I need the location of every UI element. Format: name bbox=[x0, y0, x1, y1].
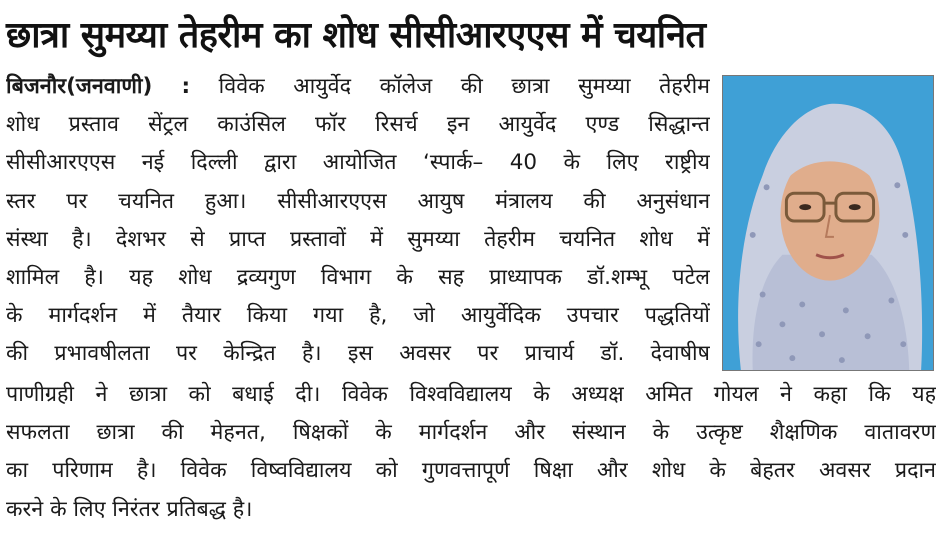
body-line: संस्था है। देशभर से प्राप्त प्रस्तावों में सुमय्या तेहरीम चयनित शोध में bbox=[6, 226, 710, 252]
body-line: करने के लिए निरंतर प्रतिबद्ध है। bbox=[6, 496, 253, 522]
body-line: बिजनौर(जनवाणी) : विवेक आयुर्वेद कॉलेज की छात्रा सुमय्या तेहरीम bbox=[6, 74, 710, 99]
body-line: पाणीग्रही ने छात्रा को बधाई दी। विवेक विश्वविद्यालय के अध्यक्ष अमित गोयल ने कहा कि यह bbox=[6, 382, 936, 407]
article-body-bottom bbox=[6, 376, 936, 529]
dateline: बिजनौर(जनवाणी) : bbox=[6, 74, 191, 99]
body-line: का परिणाम है। विवेक विष्वविद्यालय को गुणवत्तापूर्ण षिक्षा और शोध के बेहतर अवसर प्रदान bbox=[6, 458, 936, 484]
headline: छात्रा सुमय्या तेहरीम का शोध सीसीआरएएस में चयनित bbox=[6, 15, 706, 56]
portrait-illustration bbox=[723, 76, 933, 370]
body-line: स्तर पर चयनित हुआ। सीसीआरएएस आयुष मंत्रालय की अनुसंधान bbox=[6, 188, 710, 214]
portrait-photo bbox=[722, 75, 934, 371]
body-line: की प्रभावषीलता पर केन्द्रित है। इस अवसर पर प्राचार्य डॉ. देवाषीष bbox=[6, 341, 710, 367]
body-line: के मार्गदर्शन में तैयार किया गया है, जो आयुर्वेदिक उपचार पद्धतियों bbox=[6, 303, 710, 329]
body-line: सीसीआरएएस नई दिल्ली द्वारा आयोजित ‘स्पार्क– 40 के लिए राष्ट्रीय bbox=[6, 150, 710, 176]
body-line: शामिल है। यह शोध द्रव्यगुण विभाग के सह प्राध्यापक डॉ.शम्भू पटेल bbox=[6, 264, 710, 290]
body-line: सफलता छात्रा की मेहनत, षिक्षकों के मार्गदर्शन और संस्थान के उत्कृष्ट शैक्षणिक वातावरण bbox=[6, 420, 936, 446]
article-body-top bbox=[6, 68, 710, 374]
body-line: शोध प्रस्ताव सेंट्रल काउंसिल फॉर रिसर्च इन आयुर्वेद एण्ड सिद्धान्त bbox=[6, 112, 710, 138]
